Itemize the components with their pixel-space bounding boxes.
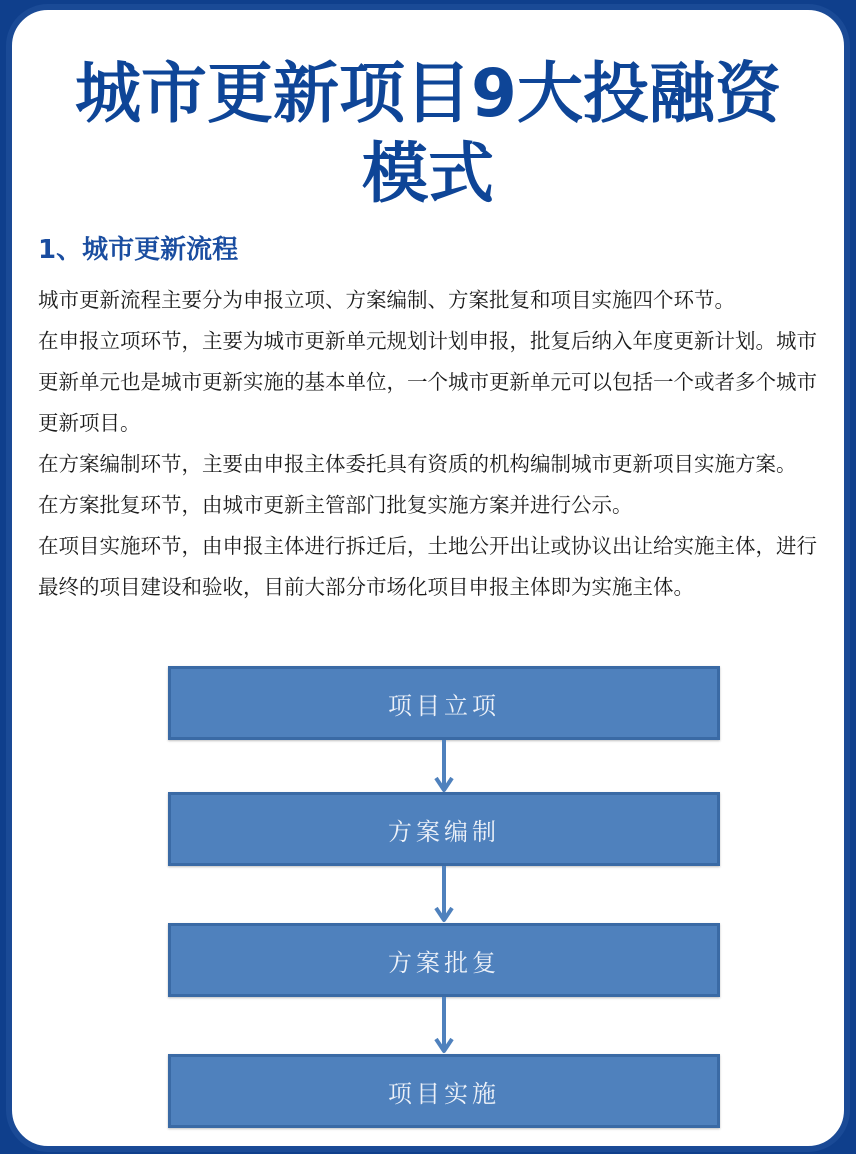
paragraph-implementation-stage: 在项目实施环节，由申报主体进行拆迁后，土地公开出让或协议出让给实施主体，进行最终的项目建设和验收，目前大部分市场化项目申报主体即为实施主体。 bbox=[38, 534, 817, 599]
page-title bbox=[12, 54, 844, 214]
paragraph-planning-stage: 在方案编制环节，主要由申报主体委托具有资质的机构编制城市更新项目实施方案。 bbox=[38, 452, 797, 476]
paragraph-review-stage: 在方案批复环节，由城市更新主管部门批复实施方案并进行公示。 bbox=[38, 493, 633, 517]
flow-step-plan-drafting: 方案编制 bbox=[168, 792, 720, 866]
flow-step-project-approval: 项目立项 bbox=[168, 666, 720, 740]
flow-arrow-down-icon bbox=[434, 866, 454, 924]
card-frame bbox=[6, 4, 850, 1152]
flow-step-project-implementation: 项目实施 bbox=[168, 1054, 720, 1128]
paragraph-overview: 城市更新流程主要分为申报立项、方案编制、方案批复和项目实施四个环节。 bbox=[38, 288, 735, 312]
page-title-line-2: 模式 bbox=[362, 135, 494, 212]
flow-step-plan-approval: 方案批复 bbox=[168, 923, 720, 997]
section-body bbox=[38, 280, 822, 608]
section-heading: 1、城市更新流程 bbox=[38, 235, 239, 265]
flow-arrow-down-icon bbox=[434, 740, 454, 794]
flow-arrow-down-icon bbox=[434, 997, 454, 1055]
page-title-line-1: 城市更新项目9大投融资 bbox=[75, 55, 781, 132]
paragraph-approval-stage: 在申报立项环节，主要为城市更新单元规划计划申报，批复后纳入年度更新计划。城市更新单元也是城市更新实施的基本单位，一个城市更新单元可以包括一个或者多个城市更新项目。 bbox=[38, 329, 817, 435]
